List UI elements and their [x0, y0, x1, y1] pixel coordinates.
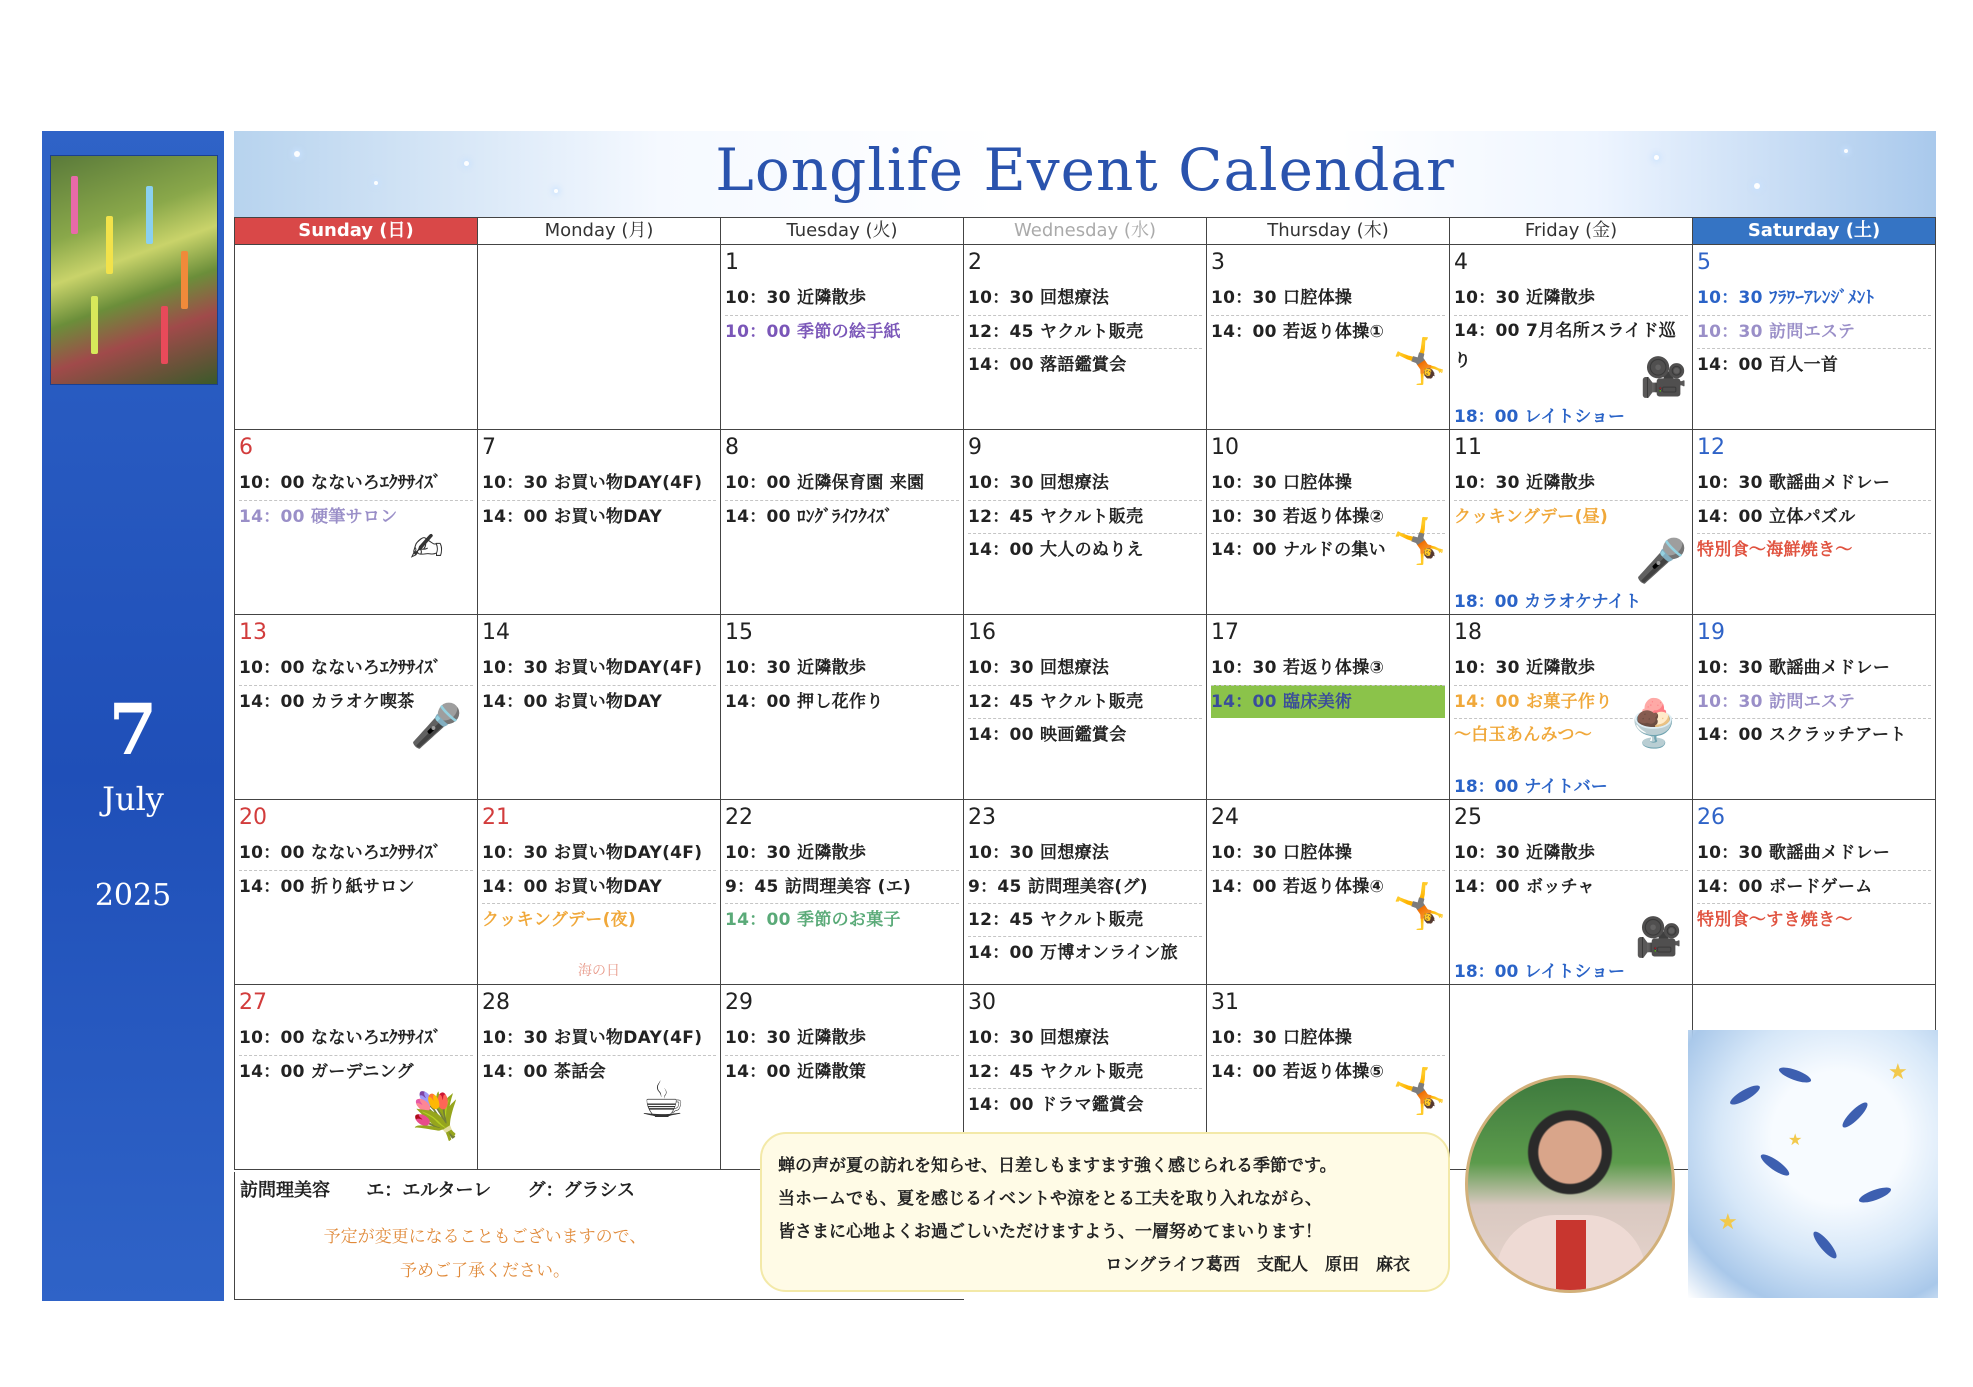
event-item: 14：00 落語鑑賞会: [968, 348, 1202, 381]
day-cell-6: [235, 430, 478, 615]
message-line2: 当ホームでも、夏を感じるイベントや涼をとる工夫を取り入れながら、: [778, 1189, 1322, 1209]
day-number: 30: [968, 990, 996, 1015]
event-item: 特別食～海鮮焼き～: [1697, 533, 1931, 566]
exercise-figure-icon: 🤸: [1392, 1066, 1447, 1117]
event-item: 10：30 近隣散歩: [725, 843, 867, 863]
event-item: 14：00 立体パズル: [1697, 500, 1931, 533]
day-number: 22: [725, 805, 753, 830]
day-header-friday: Friday (金): [1450, 218, 1693, 245]
day-header-sunday: Sunday (日): [235, 218, 478, 245]
event-item: 10：30 歌謡曲メドレー: [1697, 658, 1891, 678]
day-header-tuesday: Tuesday (火): [721, 218, 964, 245]
event-item: 10：30 ﾌﾗﾜｰｱﾚﾝｼﾞﾒﾝﾄ: [1697, 288, 1875, 308]
day-cell-21: [478, 800, 721, 985]
event-item: 14：00 7月名所スライド巡り: [1454, 315, 1688, 376]
event-item: 14：00 お買い物DAY: [482, 870, 716, 903]
event-item: 14：00 万博オンライン旅: [968, 936, 1202, 969]
event-item: 14：00 硬筆サロン: [239, 500, 473, 533]
event-item: 10：30 お買い物DAY(4F): [482, 658, 703, 678]
year: 2025: [94, 878, 172, 913]
event-item: 14：00 若返り体操④: [1211, 870, 1445, 903]
day-cell-1: [721, 245, 964, 430]
day-cell-27: [235, 985, 478, 1170]
day-number: 10: [1211, 435, 1239, 460]
tanabata-photo: [50, 155, 218, 385]
day-cell-16: [964, 615, 1207, 800]
event-item: 10：30 口腔体操: [1211, 843, 1353, 863]
event-item: 10：30 回想療法: [968, 658, 1110, 678]
evening-event: 18：00 カラオケナイト: [1454, 592, 1642, 612]
event-item: 9：45 訪問理美容 (エ): [725, 870, 959, 903]
month-name: July: [102, 780, 164, 818]
pen-writing-icon: ✍: [410, 525, 444, 571]
event-item: 10：30 口腔体操: [1211, 288, 1353, 308]
day-number: 29: [725, 990, 753, 1015]
change-notice-line1: 予定が変更になることもございますので、: [323, 1227, 647, 1247]
day-number: 1: [725, 250, 739, 275]
event-item: 14：00 ドラマ鑑賞会: [968, 1088, 1202, 1121]
event-item: 10：30 訪問エステ: [1697, 315, 1931, 348]
movie-camera-icon: 🎥: [1635, 915, 1683, 959]
event-item: 10：00 なないろｴｸｻｻｲｽﾞ: [239, 658, 442, 678]
event-item: 12：45 ヤクルト販売: [968, 315, 1202, 348]
event-item: 14：00 ナルドの集い: [1211, 533, 1445, 566]
day-number: 21: [482, 805, 510, 830]
day-number: [1697, 988, 1931, 1022]
day-cell-19: [1693, 615, 1936, 800]
event-item: 10：30 近隣散歩: [1454, 658, 1596, 678]
day-number: 19: [1697, 620, 1725, 645]
exercise-figure-icon: 🤸: [1392, 516, 1447, 567]
empty-day-cell: [235, 245, 478, 430]
legend-g: グ：グラシス: [527, 1180, 635, 1201]
day-cell-11: [1450, 430, 1693, 615]
day-header-monday: Monday (月): [478, 218, 721, 245]
event-item: 14：00 大人のぬりえ: [968, 533, 1202, 566]
event-item: 10：30 回想療法: [968, 288, 1110, 308]
day-number: 9: [968, 435, 982, 460]
day-header-thursday: Thursday (木): [1207, 218, 1450, 245]
day-number: 23: [968, 805, 996, 830]
day-cell-12: [1693, 430, 1936, 615]
event-item: 14：00 映画鑑賞会: [968, 718, 1202, 751]
day-cell-7: [478, 430, 721, 615]
legend-label: 訪問理美容: [240, 1180, 330, 1201]
event-item: 10：30 歌謡曲メドレー: [1697, 473, 1891, 493]
event-item: 10：30 回想療法: [968, 1028, 1110, 1048]
event-item: 14：00 ボッチャ: [1454, 870, 1688, 903]
event-item: クッキングデー(昼): [1454, 500, 1688, 533]
month-number: 7: [108, 688, 158, 771]
day-number: 20: [239, 805, 267, 830]
event-item: 特別食～すき焼き～: [1697, 903, 1931, 936]
event-item: 14：00 若返り体操①: [1211, 315, 1445, 348]
event-item: 10：30 近隣散歩: [1454, 843, 1596, 863]
day-header-saturday: Saturday (土): [1693, 218, 1936, 245]
event-item: 14：00 百人一首: [1697, 348, 1931, 381]
day-number: 7: [482, 435, 496, 460]
legend-e: エ：エルターレ: [366, 1180, 492, 1201]
event-item: 10：30 歌謡曲メドレー: [1697, 843, 1891, 863]
event-item: 10：30 近隣散歩: [725, 1028, 867, 1048]
day-number: 17: [1211, 620, 1239, 645]
event-item: 10：30 訪問エステ: [1697, 685, 1931, 718]
day-number: 3: [1211, 250, 1225, 275]
event-item: 10：30 口腔体操: [1211, 473, 1353, 493]
event-item: 10：30 近隣散歩: [1454, 288, 1596, 308]
tanabata-bamboo-illustration: ★ ★ ★: [1688, 1030, 1938, 1298]
event-item: 14：00 若返り体操⑤: [1211, 1055, 1445, 1088]
day-number: 6: [239, 435, 253, 460]
event-item: 10：30 お買い物DAY(4F): [482, 843, 703, 863]
message-line1: 蝉の声が夏の訪れを知らせ、日差しもますます強く感じられる季節です。: [778, 1156, 1337, 1176]
day-cell-17: [1207, 615, 1450, 800]
exercise-figure-icon: 🤸: [1392, 881, 1447, 932]
message-signature: ロングライフ葛西 支配人 原田 麻衣: [1105, 1255, 1410, 1275]
beauty-legend: [240, 1176, 665, 1202]
event-item: 14：00 スクラッチアート: [1697, 718, 1931, 751]
day-cell-8: [721, 430, 964, 615]
event-item: 12：45 ヤクルト販売: [968, 903, 1202, 936]
day-number: 2: [968, 250, 982, 275]
event-item: 14：00 臨床美術: [1211, 685, 1445, 718]
day-cell-4: [1450, 245, 1693, 430]
event-item: 14：00 ﾛﾝｸﾞﾗｲﾌｸｲｽﾞ: [725, 500, 959, 533]
day-number: 13: [239, 620, 267, 645]
event-item: 10：30 回想療法: [968, 473, 1110, 493]
exercise-figure-icon: 🤸: [1392, 336, 1447, 387]
page-title: Longlife Event Calendar: [715, 136, 1455, 204]
day-number: 5: [1697, 250, 1711, 275]
day-number: 28: [482, 990, 510, 1015]
event-item: 14：00 近隣散策: [725, 1055, 959, 1088]
day-cell-22: [721, 800, 964, 985]
flower-bouquet-icon: 💐: [408, 1091, 463, 1142]
day-number: 16: [968, 620, 996, 645]
event-item: 14：00 ガーデニング: [239, 1055, 473, 1088]
event-item: 14：00 お菓子作り: [1454, 685, 1688, 718]
day-header-wednesday: Wednesday (水): [964, 218, 1207, 245]
change-notice: [240, 1220, 730, 1288]
event-item: 10：00 なないろｴｸｻｻｲｽﾞ: [239, 843, 442, 863]
event-item: 14：00 茶話会: [482, 1055, 716, 1088]
day-cell-15: [721, 615, 964, 800]
event-item: 9：45 訪問理美容(グ): [968, 870, 1202, 903]
day-number: 27: [239, 990, 267, 1015]
event-item: 10：30 お買い物DAY(4F): [482, 473, 703, 493]
event-item: クッキングデー(夜): [482, 903, 716, 936]
day-cell-5: [1693, 245, 1936, 430]
day-cell-26: [1693, 800, 1936, 985]
microphone-icon: 🎤: [1635, 536, 1688, 585]
day-number: [1454, 988, 1688, 1022]
event-item: 14：00 折り紙サロン: [239, 870, 473, 903]
event-item: 10：30 近隣散歩: [725, 658, 867, 678]
event-item: 10：00 季節の絵手紙: [725, 315, 959, 348]
day-number: [239, 248, 473, 282]
day-number: 15: [725, 620, 753, 645]
day-number: 31: [1211, 990, 1239, 1015]
evening-event: 18：00 ナイトバー: [1454, 777, 1608, 797]
day-cell-14: [478, 615, 721, 800]
event-item: 10：30 近隣散歩: [1454, 473, 1596, 493]
day-number: 11: [1454, 435, 1482, 460]
evening-event: 18：00 レイトショー: [1454, 962, 1626, 982]
day-cell-20: [235, 800, 478, 985]
day-number: [482, 248, 716, 282]
day-number: 8: [725, 435, 739, 460]
event-item: 10：30 回想療法: [968, 843, 1110, 863]
day-number: 4: [1454, 250, 1468, 275]
day-number: 14: [482, 620, 510, 645]
dessert-bowl-icon: 🍨: [1625, 696, 1683, 750]
event-item: ～白玉あんみつ～: [1454, 718, 1688, 751]
manager-portrait: [1465, 1075, 1675, 1293]
event-item: 10：30 お買い物DAY(4F): [482, 1028, 703, 1048]
empty-day-cell: [478, 245, 721, 430]
day-number: 26: [1697, 805, 1725, 830]
holiday-note: 海の日: [578, 963, 620, 979]
day-number: 18: [1454, 620, 1482, 645]
event-item: 14：00 季節のお菓子: [725, 903, 959, 936]
day-cell-23: [964, 800, 1207, 985]
event-item: 14：00 お買い物DAY: [482, 685, 716, 718]
manager-message: [760, 1132, 1450, 1292]
evening-event: 18：00 レイトショー: [1454, 407, 1626, 427]
event-item: 12：45 ヤクルト販売: [968, 500, 1202, 533]
day-number: 25: [1454, 805, 1482, 830]
event-item: 12：45 ヤクルト販売: [968, 1055, 1202, 1088]
coffee-cup-icon: ☕: [640, 1071, 685, 1129]
event-item: 14：00 ボードゲーム: [1697, 870, 1931, 903]
event-item: 10：30 若返り体操②: [1211, 500, 1445, 533]
day-cell-9: [964, 430, 1207, 615]
event-item: 10：30 口腔体操: [1211, 1028, 1353, 1048]
event-item: 10：00 近隣保育園 来園: [725, 473, 925, 493]
day-number: 12: [1697, 435, 1725, 460]
event-item: 14：00 お買い物DAY: [482, 500, 716, 533]
event-item: 12：45 ヤクルト販売: [968, 685, 1202, 718]
event-item: 10：30 若返り体操③: [1211, 658, 1385, 678]
event-item: 10：00 なないろｴｸｻｻｲｽﾞ: [239, 1028, 442, 1048]
event-item: 10：00 なないろｴｸｻｻｲｽﾞ: [239, 473, 442, 493]
event-item: 14：00 押し花作り: [725, 685, 959, 718]
day-cell-2: [964, 245, 1207, 430]
event-item: 10：30 近隣散歩: [725, 288, 867, 308]
day-number: 24: [1211, 805, 1239, 830]
event-item: 14：00 カラオケ喫茶: [239, 685, 473, 718]
message-line3: 皆さまに心地よくお過ごしいただけますよう、一層努めてまいります！: [778, 1222, 1322, 1242]
change-notice-line2: 予めご了承ください。: [400, 1261, 570, 1281]
microphone-icon: 🎤: [410, 701, 463, 750]
movie-camera-icon: 🎥: [1640, 355, 1688, 399]
